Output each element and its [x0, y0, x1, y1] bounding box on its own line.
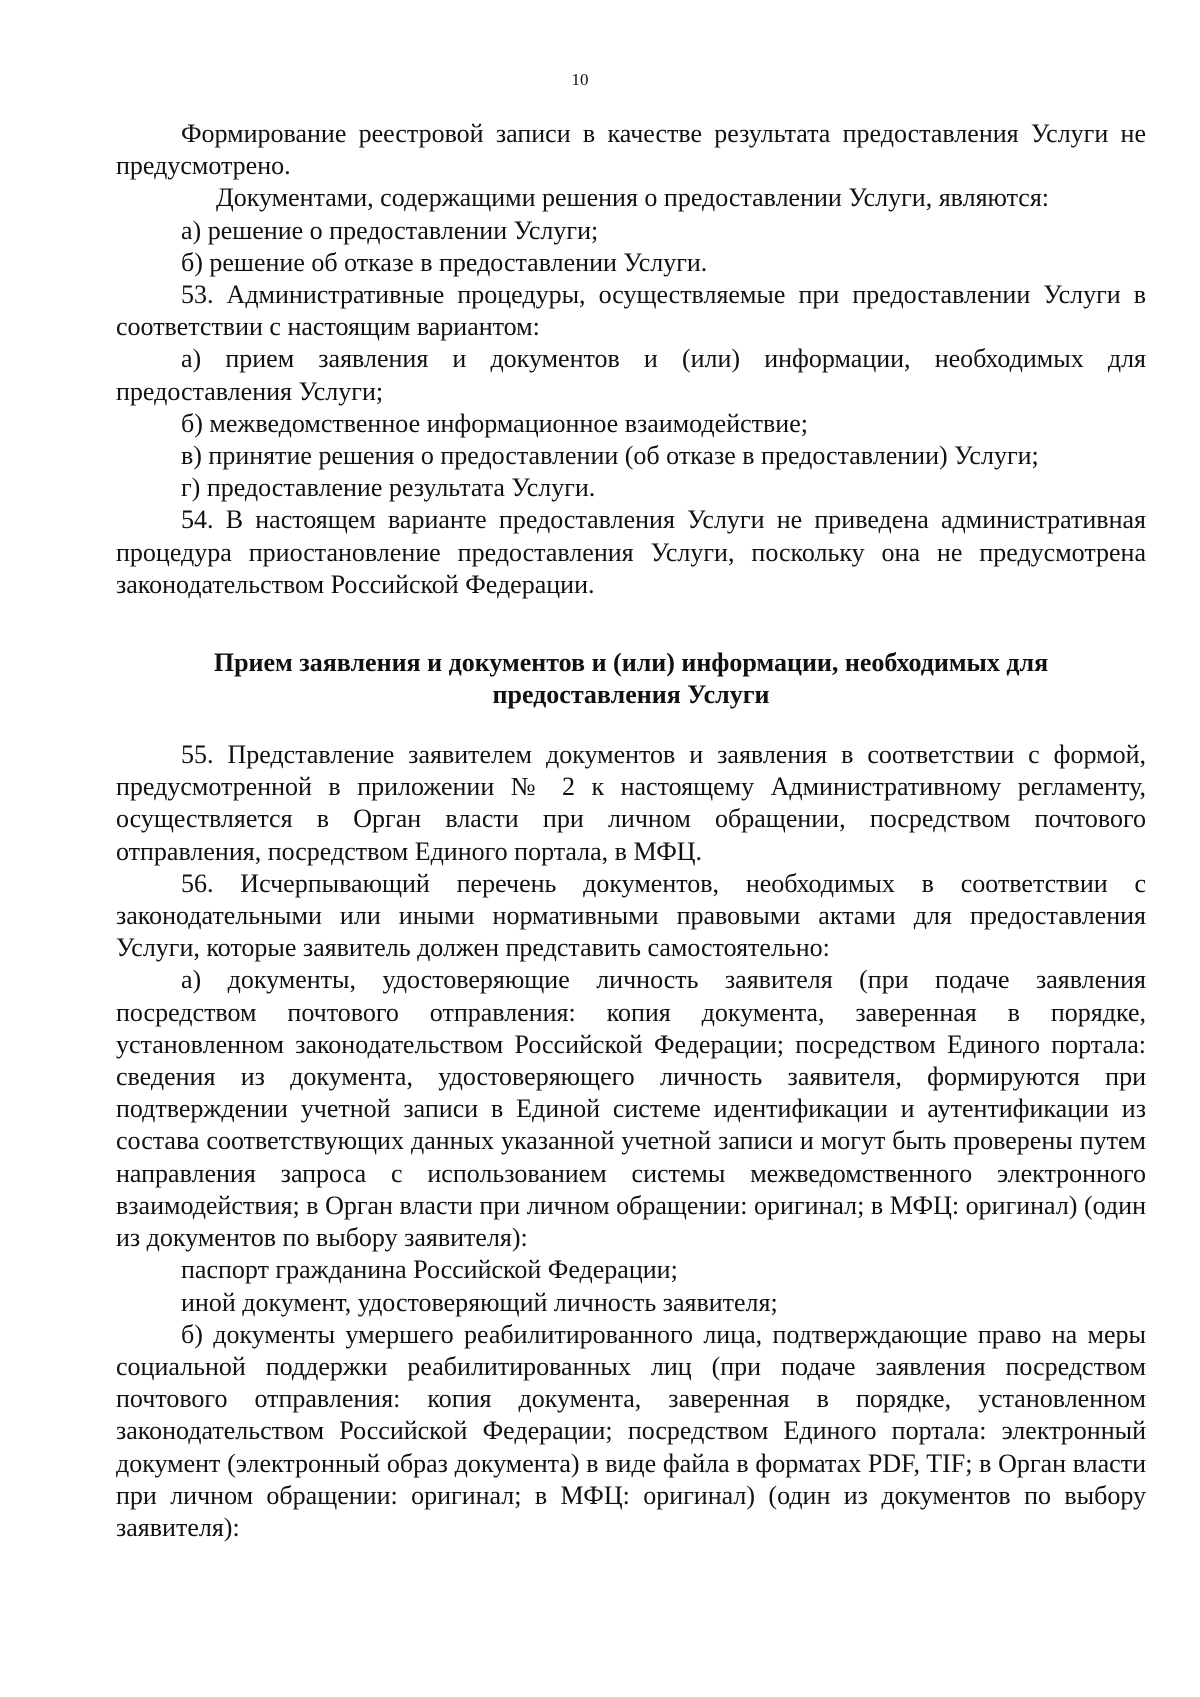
list-item: паспорт гражданина Российской Федерации;	[181, 1255, 678, 1285]
paragraph: Документами, содержащими решения о предоставлении Услуги, являются:	[216, 183, 1050, 213]
paragraph-53: 53. Административные процедуры, осуществляемые при предоставлении Услуги в соответствии с настоящим вариантом:	[116, 280, 1146, 342]
list-item: б) решение об отказе в предоставлении Услуги.	[181, 247, 708, 277]
paragraph-54: 54. В настоящем варианте предоставления Услуги не приведена административная процедура приостановление предоставления Услуги, поскольку она не предусмотрена законодательством Российской Федерации.	[116, 505, 1146, 599]
list-item: иной документ, удостоверяющий личность заявителя;	[181, 1287, 778, 1317]
list-item: б) документы умершего реабилитированного лица, подтверждающие право на меры социальной поддержки реабилитированных лиц (при подаче заявления посредством почтового отправления: копия документа, заверенная в порядке, установленном законодательством Российской Федерации; посредством Единого портала: электронный документ (электронный образ документа) в виде файла в форматах PDF, TIF; в Орган власти при личном обращении: оригинал; в МФЦ: оригинал) (один из документов по выбору заявителя):	[116, 1319, 1146, 1542]
list-item: а) документы, удостоверяющие личность заявителя (при подаче заявления посредством почтового отправления: копия документа, заверенная в порядке, установленном законодательством Российской Федерации; посредством Единого портала: сведения из документа, удостоверяющего личность заявителя, формируются при подтверждении учетной записи в Единой системе идентификации и аутентификации из состава соответствующих данных указанной учетной записи и могут быть проверены путем направления запроса с использованием системы межведомственного электронного взаимодействия; в Орган власти при личном обращении: оригинал; в МФЦ: оригинал) (один из документов по выбору заявителя):	[116, 965, 1146, 1253]
paragraph-55: 55. Представление заявителем документов и заявления в соответствии с формой, предусмотренной в приложении № 2 к настоящему Административному регламенту, осуществляется в Орган власти при личном обращении, посредством почтового отправления, посредством Единого портала, в МФЦ.	[116, 740, 1146, 866]
list-item: в) принятие решения о предоставлении (об отказе в предоставлении) Услуги;	[181, 441, 1039, 471]
section-heading-line: предоставления Услуги	[492, 680, 770, 710]
paragraph-56: 56. Исчерпывающий перечень документов, необходимых в соответствии с законодательными или иными нормативными правовыми актами для предоставления Услуги, которые заявитель должен представить самостоятельно:	[116, 868, 1146, 963]
list-item: а) решение о предоставлении Услуги;	[181, 215, 599, 245]
paragraph: Формирование реестровой записи в качестве результата предоставления Услуги не предусмотрено.	[116, 119, 1146, 181]
page-number: 10	[571, 70, 589, 89]
list-item: а) прием заявления и документов и (или) информации, необходимых для предоставления Услуги;	[116, 344, 1146, 406]
section-heading	[116, 647, 1146, 711]
list-item: г) предоставление результата Услуги.	[181, 473, 596, 503]
document-body	[116, 118, 1146, 1544]
list-item: б) межведомственное информационное взаимодействие;	[181, 408, 808, 438]
section-heading-line: Прием заявления и документов и (или) информации, необходимых для	[213, 648, 1049, 678]
